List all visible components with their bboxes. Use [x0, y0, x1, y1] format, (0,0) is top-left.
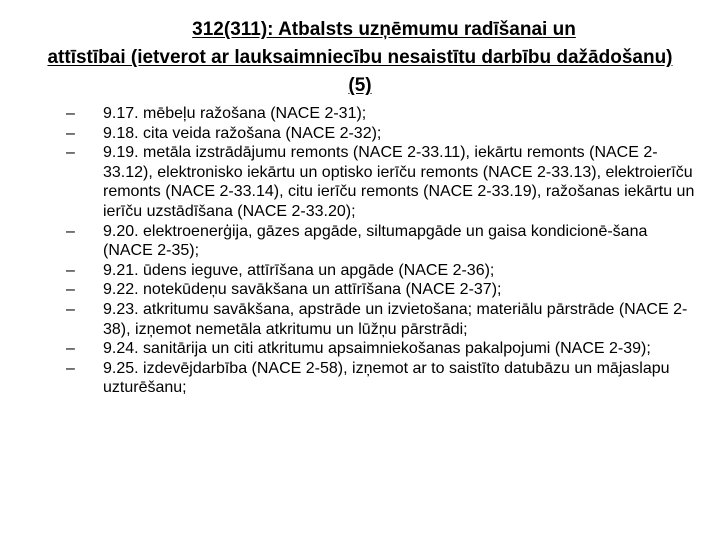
- dash-bullet-icon: –: [66, 359, 75, 377]
- dash-bullet-icon: –: [66, 300, 75, 318]
- title-line-1: 312(311): Atbalsts uzņēmumu radīšanai un: [192, 19, 576, 40]
- list-item: [66, 124, 700, 144]
- dash-bullet-icon: –: [66, 340, 75, 358]
- title-line-2: attīstībai (ietverot ar lauksaimniecību nesaistītu darbību dažādošanu) (5): [47, 47, 673, 96]
- list-item: [66, 222, 700, 261]
- list-item-text: 9.21. ūdens ieguve, attīrīšana un apgāde (NACE 2-36);: [103, 261, 495, 279]
- list-item: [66, 261, 700, 281]
- list-item: [66, 339, 700, 359]
- dash-bullet-icon: –: [66, 281, 75, 299]
- list-item-text: 9.18. cita veida ražošana (NACE 2-32);: [103, 124, 382, 142]
- slide-title: [40, 16, 680, 100]
- list-item: [66, 359, 700, 398]
- dash-bullet-icon: –: [66, 222, 75, 240]
- dash-bullet-icon: –: [66, 105, 75, 122]
- dash-bullet-icon: –: [66, 124, 75, 142]
- list-item-text: 9.22. notekūdeņu savākšana un attīrīšana (NACE 2-37);: [103, 281, 502, 299]
- bullet-list: [66, 104, 700, 398]
- list-item-text: 9.25. izdevējdarbība (NACE 2-58), izņemot ar to saistīto datubāzu un mājaslapu uzturēšanu;: [103, 359, 670, 397]
- list-item: [66, 280, 700, 300]
- list-item-text: 9.19. metāla izstrādājumu remonts (NACE 2-33.11), iekārtu remonts (NACE 2-33.12), elektronisko iekārtu un optisko ierīču remonts (NACE 2-33.13), elektroierīču remonts (NACE 2-33.14), citu ierīču remonts (NACE 2-33.19), ražošanas iekārtu un ierīču uzstādīšana (NACE 2-33.20);: [103, 144, 695, 220]
- list-item-text: 9.20. elektroenerģija, gāzes apgāde, siltumapgāde un gaisa kondicionē-šana (NACE 2-35);: [103, 222, 648, 260]
- list-item-text: 9.24. sanitārija un citi atkritumu apsaimniekošanas pakalpojumi (NACE 2-39);: [103, 340, 651, 358]
- dash-bullet-icon: –: [66, 144, 75, 162]
- list-item-text: 9.23. atkritumu savākšana, apstrāde un izvietošana; materiālu pārstrāde (NACE 2-38), izņemot nemetāla atkritumu un lūžņu pārstrādi;: [103, 300, 688, 338]
- dash-bullet-icon: –: [66, 261, 75, 279]
- list-item-text: 9.17. mēbeļu ražošana (NACE 2-31);: [103, 105, 367, 122]
- list-item: [66, 300, 700, 339]
- list-item: [66, 143, 700, 221]
- list-item: [66, 104, 700, 124]
